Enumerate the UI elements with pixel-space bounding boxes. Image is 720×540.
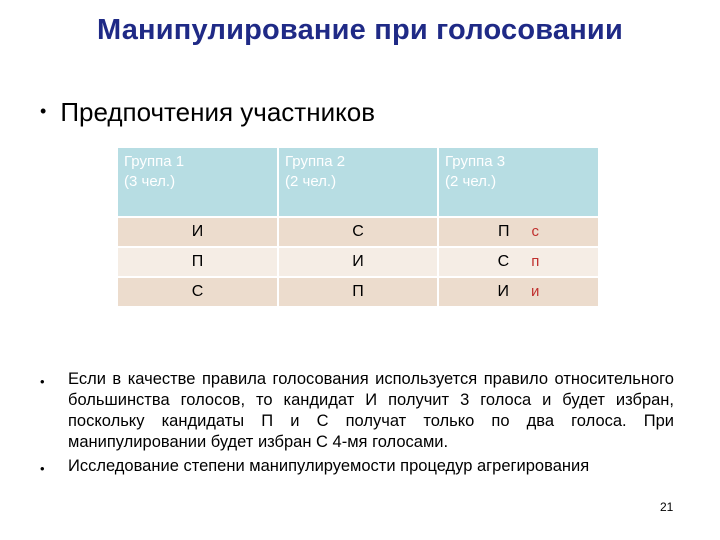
table-row <box>118 217 598 247</box>
table-row <box>118 247 598 277</box>
notes-list <box>40 369 674 482</box>
bullet-icon: • <box>40 461 45 476</box>
slide-title: Манипулирование при голосовании <box>97 14 623 46</box>
preferences-table <box>118 148 598 306</box>
subheading-text: Предпочтения участников <box>60 97 376 127</box>
table-cell: С <box>278 217 438 247</box>
header-count: (2 чел.) <box>285 173 337 190</box>
bullet-icon: • <box>40 101 47 121</box>
table-cell: И <box>278 247 438 277</box>
manipulated-preference: с <box>531 223 539 240</box>
list-item <box>40 456 674 479</box>
table-cell: П <box>278 277 438 306</box>
note-text: Если в качестве правила голосования используется правило относительного большинства голосов, то кандидат И получит 3 голоса и будет избран, поскольку кандидаты П и С получат только по два голоса. При манипулировании будет избран С 4-мя голосами. <box>68 370 674 451</box>
bullet-icon: • <box>40 374 45 389</box>
table-cell: П <box>118 247 278 277</box>
preference-value: П <box>498 223 510 240</box>
table-cell: И <box>118 217 278 247</box>
table-cell <box>438 247 598 277</box>
preference-value: И <box>497 283 510 300</box>
header-label: Группа 3 <box>445 153 506 170</box>
list-item <box>40 369 674 453</box>
manipulated-preference: п <box>531 253 540 270</box>
table-cell <box>438 217 598 247</box>
table-row <box>118 277 598 306</box>
header-count: (3 чел.) <box>124 173 176 190</box>
header-label: Группа 1 <box>124 153 185 170</box>
subheading <box>40 97 375 128</box>
note-text: Исследование степени манипулируемости процедур агрегирования <box>68 457 590 475</box>
preference-value: С <box>497 253 510 270</box>
table-header-group-1 <box>118 148 278 217</box>
page-number: 21 <box>660 500 674 514</box>
table-cell: С <box>118 277 278 306</box>
header-label: Группа 2 <box>285 153 346 170</box>
header-count: (2 чел.) <box>445 173 497 190</box>
table-header-group-3 <box>438 148 598 217</box>
manipulated-preference: и <box>531 283 540 300</box>
table-cell <box>438 277 598 306</box>
table-header-group-2 <box>278 148 438 217</box>
